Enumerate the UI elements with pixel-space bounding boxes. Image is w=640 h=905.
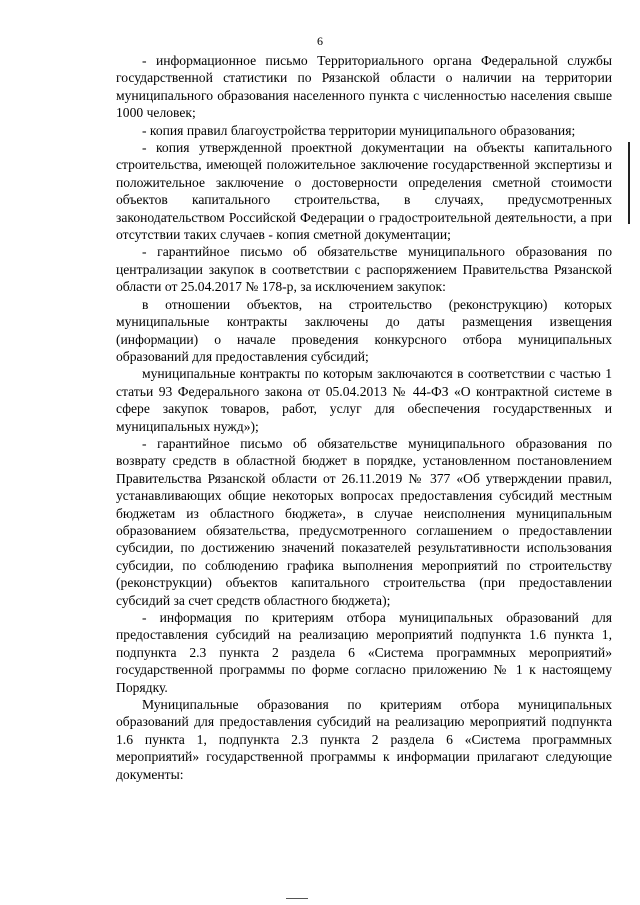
paragraph-attached-documents: Муниципальные образования по критериям отбора муниципальных образований для предоставления субсидий на реализацию мероприятий подпункта 1.6 пункта 1, подпункта 2.3 пункта 2 раздела 6 «Система программных мероприятий» государственной программы к информации прилагают следующие документы: bbox=[116, 697, 612, 782]
bottom-scan-mark bbox=[286, 898, 308, 899]
paragraph-refund-letter: - гарантийное письмо об обязательстве муниципального образования по возврату средств в областной бюджет в порядке, установленном постановлением Правительства Рязанской области от 26.11.2019 № 377 «Об утверждении правил, устанавливающих общие некоторых вопросах предоставления субсидий местным бюджетам из областного бюджета», в случае неисполнения муниципальным образованием обязательства, предусмотренного соглашением о предоставлении субсидии, по достижению значений показателей результативности использования субсидии, по соблюдению графика выполнения мероприятий по строительству (реконструкции) объектов капитального строительства (при предоставлении субсидий за счет средств областного бюджета); bbox=[116, 435, 612, 608]
paragraph-centralization-letter: - гарантийное письмо об обязательстве муниципального образования по централизации закупок в соответствии с распоряжением Правительства Рязанской области от 25.04.2017 № 178-р, за исключением закупок: bbox=[116, 244, 612, 295]
paragraph-improvement-rules: - копия правил благоустройства территории муниципального образования; bbox=[142, 122, 576, 138]
paragraph-project-documentation: - копия утвержденной проектной документации на объекты капитального строительства, имеющей положительное заключение государственной экспертизы и положительное заключение о достоверности определения сметной стоимости объектов капитального строительства, в случаях, предусмотренных законодательством Российской Федерации о градостроительной деятельности, а при отсутствии таких случаев - копия сметной документации; bbox=[116, 140, 612, 243]
document-body bbox=[116, 52, 612, 783]
paragraph-exception-objects: в отношении объектов, на строительство (реконструкцию) которых муниципальные контракты заключены до даты размещения извещения (информации) о начале проведения конкурсного отбора муниципальных образований для предоставления субсидий; bbox=[116, 296, 612, 364]
paragraph-statistics-letter: - информационное письмо Территориального органа Федеральной службы государственной статистики по Рязанской области о наличии на территории муниципального образования населенного пункта с численностью населения свыше 1000 человек; bbox=[116, 53, 612, 121]
paragraph-selection-criteria: - информация по критериям отбора муниципальных образований для предоставления субсидий на реализацию мероприятий подпункта 1.6 пункта 1, подпункта 2.3 пункта 2 раздела 6 «Система программных мероприятий» государственной программы по форме согласно приложению № 1 к настоящему Порядку. bbox=[116, 610, 612, 695]
paragraph-exception-contracts: муниципальные контракты по которым заключаются в соответствии с частью 1 статьи 93 Федерального закона от 05.04.2013 № 44-ФЗ «О контрактной системе в сфере закупок товаров, работ, услуг для обеспечения государственных и муниципальных нужд»); bbox=[116, 366, 612, 434]
page-number: 6 bbox=[317, 34, 323, 48]
margin-scan-mark bbox=[628, 142, 630, 224]
